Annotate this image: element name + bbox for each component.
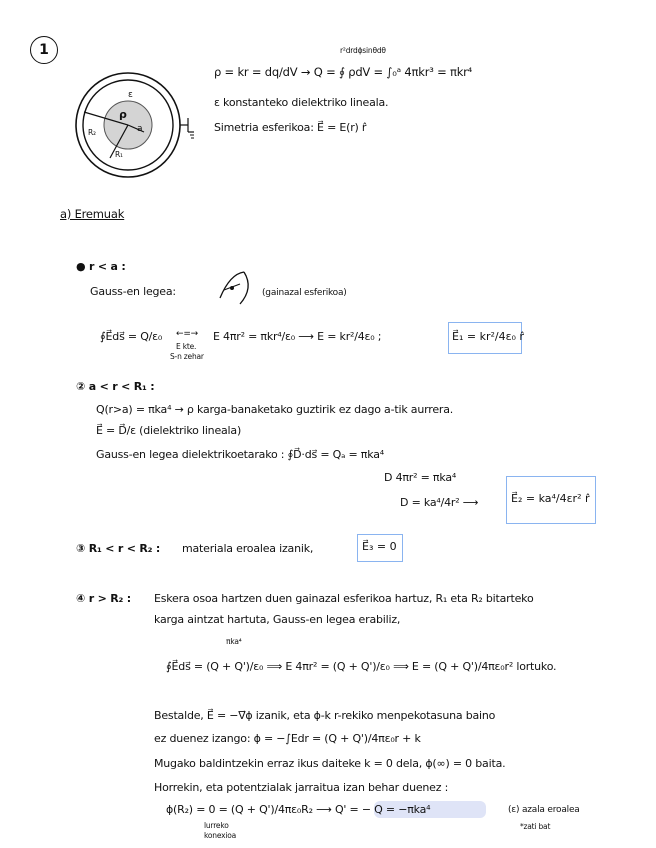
case-4-line-3: Bestalde, E⃗ = −∇⃗ϕ izanik, eta ϕ-k r-rekiko menpekotasuna baino: [154, 709, 496, 722]
case-4-eq-top: πka⁴: [226, 637, 242, 646]
case-4-eq: ∮E⃗ds⃗ = (Q + Q')/ε₀ ⟹ E 4πr² = (Q + Q')/ε₀ ⟹ E = (Q + Q')/4πε₀r² lortuko.: [166, 660, 557, 673]
header-super-note: r²drdϕsinθdθ: [340, 46, 386, 55]
header-line-1: ρ = kr = dq/dV → Q = ∮ ρdV = ∫₀ᵃ 4πkr³ = πkr⁴: [214, 65, 473, 79]
figure-label-r1: R₁: [115, 150, 123, 159]
case-3-heading: ③ R₁ < r < R₂ :: [76, 542, 161, 555]
case-4-line-2: karga aintzat hartuta, Gauss-en legea erabiliz,: [154, 613, 401, 626]
case-1-eq-note2: S-n zehar: [170, 352, 204, 361]
case-2-line-2: E⃗ = D⃗/ε (dielektriko lineala): [96, 424, 242, 437]
figure-label-r2: R₂: [88, 128, 96, 137]
figure-label-a: a: [137, 124, 143, 134]
case-4-line-6: Horrekin, eta potentzialak jarraitua izan behar duenez :: [154, 781, 449, 794]
case-4-line-1: Eskera osoa hartzen duen gainazal esferikoa hartuz, R₁ eta R₂ bitarteko: [154, 592, 534, 605]
figure-label-eps: ε: [128, 90, 133, 100]
case-2-line-4: D 4πr² = πka⁴: [384, 471, 457, 484]
section-a-title: a) Eremuak: [60, 207, 125, 221]
problem-number: 1: [30, 36, 58, 64]
case-3-text: materiala eroalea izanik,: [182, 542, 314, 555]
case-4-under-2: konexioa: [204, 831, 237, 840]
case-2-line-1: Q(r>a) = πka⁴ → ρ karga-banaketako guztirik ez dago a-tik aurrera.: [96, 403, 454, 416]
case-4-line-5: Mugako baldintzekin erraz ikus daiteke k = 0 dela, ϕ(∞) = 0 baita.: [154, 757, 506, 770]
case-4-under-1: lurreko: [204, 821, 229, 830]
header-line-2: ε konstanteko dielektriko lineala.: [214, 96, 389, 109]
case-4-line-7-note: (ε) azala eroalea: [508, 805, 580, 815]
case-4-line-7: ϕ(R₂) = 0 = (Q + Q')/4πε₀R₂ ⟶ Q' = − Q = −πka⁴: [166, 803, 431, 816]
concentric-spheres-figure: [64, 70, 204, 180]
case-1-heading: ● r < a :: [76, 260, 126, 273]
case-1-eq-mid: ←=→: [176, 329, 199, 339]
case-4-heading: ④ r > R₂ :: [76, 592, 131, 605]
header-line-3: Simetria esferikoa: E⃗ = E(r) r̂: [214, 121, 367, 134]
case-1-shell-note: (gainazal esferikoa): [262, 288, 347, 298]
case-1-eq-right: E 4πr² = πkr⁴/ε₀ ⟶ E = kr²/4ε₀ ;: [213, 330, 382, 343]
case-1-result: E⃗₁ = kr²/4ε₀ r̂: [452, 330, 524, 343]
case-2-line-3: Gauss-en legea dielektrikoetarako : ∮D⃗·ds⃗ = Qₐ = πka⁴: [96, 448, 384, 461]
case-2-heading: ② a < r < R₁ :: [76, 380, 155, 393]
case-1-gauss: Gauss-en legea:: [90, 285, 176, 298]
case-1-eq-left: ∮E⃗ds⃗ = Q/ε₀: [100, 330, 163, 343]
gaussian-surface-sketch: [210, 268, 256, 308]
case-3-result: E⃗₃ = 0: [362, 540, 397, 553]
case-4-under-3: *zati bat: [520, 822, 551, 831]
figure-label-rho: ρ: [119, 108, 127, 121]
case-2-line-5: D = ka⁴/4r² ⟶: [400, 496, 479, 509]
case-2-result: E⃗₂ = ka⁴/4εr² r̂: [511, 492, 590, 505]
case-1-eq-note1: E kte.: [176, 342, 197, 351]
case-4-line-4: ez duenez izango: ϕ = −∫Edr = (Q + Q')/4πε₀r + k: [154, 732, 421, 745]
